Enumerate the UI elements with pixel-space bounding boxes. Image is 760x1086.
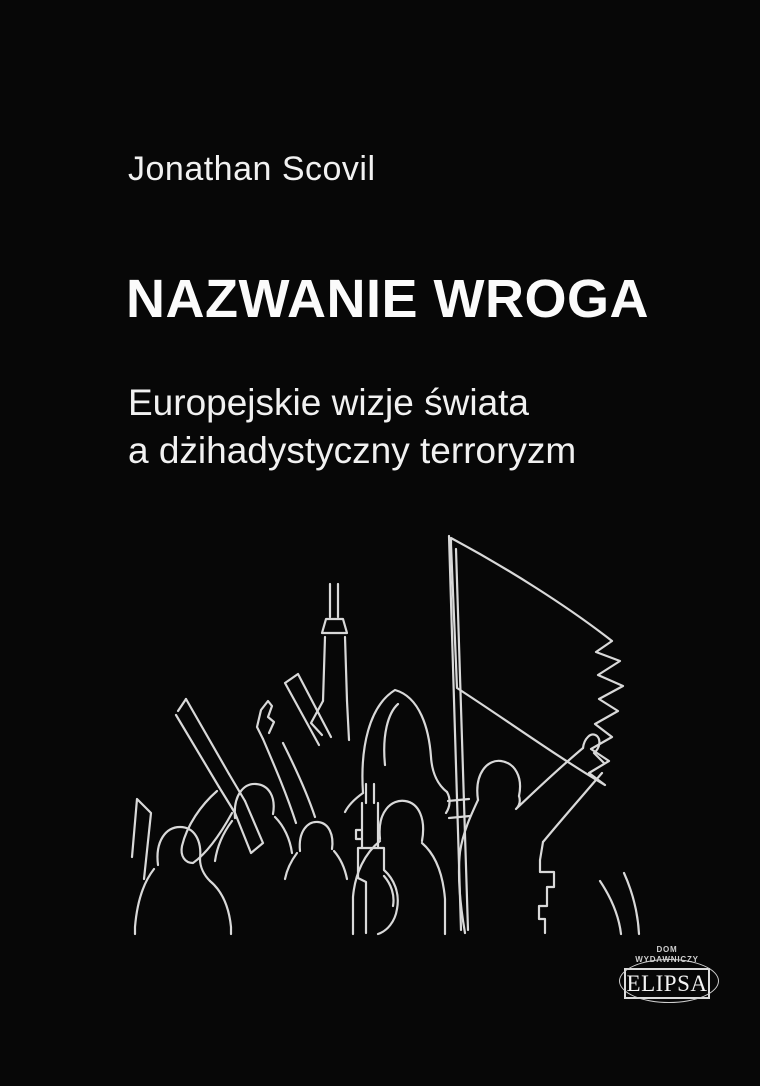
publisher-logo — [617, 945, 717, 999]
author-name: Jonathan Scovil — [128, 150, 376, 188]
right-figure-rifle — [539, 842, 554, 933]
veiled-figure-face-line — [384, 704, 398, 765]
m16-rifle-barrel — [330, 584, 338, 617]
book-title: NAZWANIE WROGA — [126, 269, 649, 329]
subtitle-line-2: a dżihadystyczny terroryzm — [128, 430, 577, 471]
subtitle-line-1: Europejskie wizje świata — [128, 382, 530, 423]
publisher-logo-caption — [617, 945, 717, 964]
crowd-head-small — [300, 822, 333, 851]
veiled-figure-outline — [362, 690, 447, 793]
crowd-shoulders-left — [135, 869, 231, 934]
foreground-rifle-handguard — [362, 803, 378, 848]
ak47-muzzle — [178, 699, 186, 711]
crowd-shoulders-small — [285, 851, 347, 879]
front-figure-head — [380, 801, 424, 841]
foreground-rifle-sight — [356, 830, 361, 839]
raised-hand-finger — [257, 701, 274, 739]
flag-pole-ferrule — [448, 799, 470, 818]
ak47-stock — [235, 801, 263, 853]
m16-rifle-handguard — [323, 637, 347, 701]
m16-rifle-sight — [322, 619, 347, 633]
right-figure-head — [477, 761, 520, 800]
publisher-logo-box — [624, 968, 710, 999]
foreground-rifle-barrel — [366, 784, 374, 803]
veiled-figure-shoulders — [345, 792, 450, 813]
ak47-receiver — [219, 774, 245, 813]
crowd-head-middle — [235, 784, 274, 818]
raised-arm — [263, 739, 315, 823]
ak47-barrel — [176, 699, 229, 787]
right-edge-figure-lines — [600, 873, 639, 934]
publisher-logo-caption-line-2: WYDAWNICZY — [635, 954, 699, 964]
publisher-logo-name: ELIPSA — [626, 970, 708, 996]
publisher-logo-caption-line-1: DOM — [656, 945, 678, 954]
right-figure-arm — [516, 748, 602, 842]
left-edge-rifle — [132, 799, 151, 879]
ak47-magazine — [182, 791, 232, 863]
